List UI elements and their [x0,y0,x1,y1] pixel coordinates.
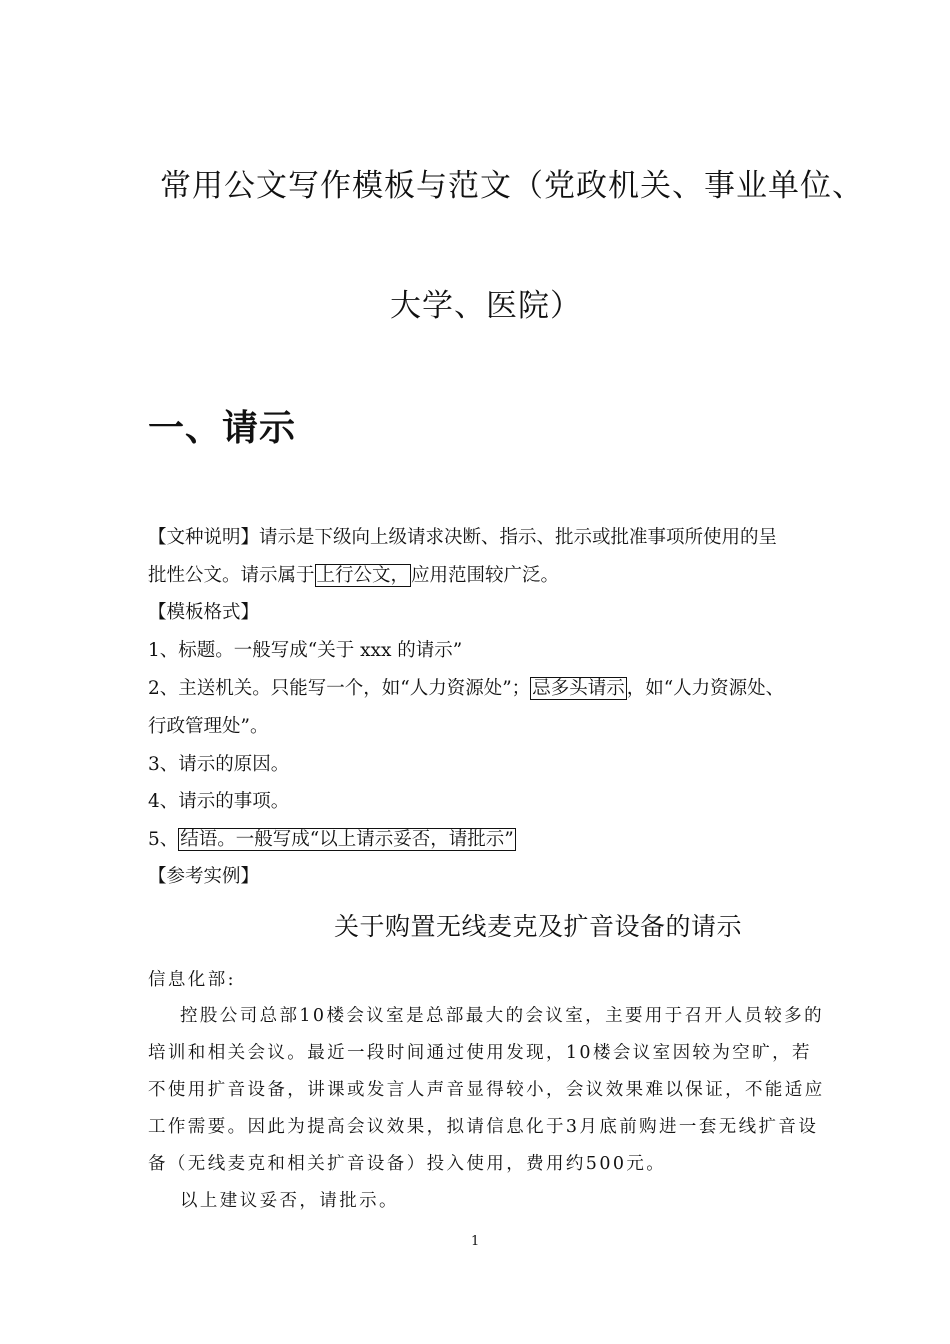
item-2-text-after: ，如“人力资源处、 [626,678,785,699]
example-recipient: 信息化部: [148,970,236,990]
document-title-line-2: 大学、医院） [390,288,582,324]
description-text: 请示是下级向上级请求决断、指示、批示或批准事项所使用的呈 [259,527,778,548]
section-heading: 一、请示 [148,408,297,449]
example-paragraph-line: 不使用扩音设备，讲课或发言人声音显得较小，会议效果难以保证，不能适应 [148,1080,825,1100]
example-paragraph-line: 工作需要。因此为提高会议效果，拟请信息化于3月底前购进一套无线扩音设 [148,1117,819,1137]
description-line-1 [148,525,777,551]
example-title: 关于购置无线麦克及扩音设备的请示 [334,912,743,941]
example-label: 【参考实例】 [148,866,260,887]
document-title-line-1: 常用公文写作模板与范文（党政机关、事业单位、 [160,168,864,204]
item-2-text-before: 2、主送机关。只能写一个，如“人力资源处”； [148,678,531,699]
description-text-after: 应用范围较广泛。 [411,565,560,586]
page-number: 1 [471,1234,480,1249]
template-item-3: 3、请示的原因。 [148,754,290,775]
template-item-5 [148,827,516,853]
boxed-no-multiple-recipients: 忌多头请示 [532,678,625,699]
item-5-prefix: 5、 [148,829,179,850]
boxed-closing-phrase: 结语。一般写成“以上请示妥否，请批示” [180,829,514,850]
template-item-2-continued: 行政管理处”。 [148,716,269,737]
template-label: 【模板格式】 [148,602,260,623]
example-paragraph-line: 培训和相关会议。最近一段时间通过使用发现，10楼会议室因较为空旷，若 [148,1043,812,1063]
example-closing: 以上建议妥否，请批示。 [180,1191,399,1211]
template-item-1: 1、标题。一般写成“关于 xxx 的请示” [148,640,463,661]
template-item-2 [148,676,784,702]
description-text-before: 批性公文。请示属于 [148,565,315,586]
example-paragraph-line: 控股公司总部10楼会议室是总部最大的会议室，主要用于召开人员较多的 [180,1006,824,1026]
description-line-2 [148,563,559,589]
description-label: 【文种说明】 [148,527,260,548]
example-paragraph-line: 备（无线麦克和相关扩音设备）投入使用，费用约500元。 [148,1154,667,1174]
boxed-upward-document: 上行公文， [316,565,410,586]
template-item-4: 4、请示的事项。 [148,791,290,812]
